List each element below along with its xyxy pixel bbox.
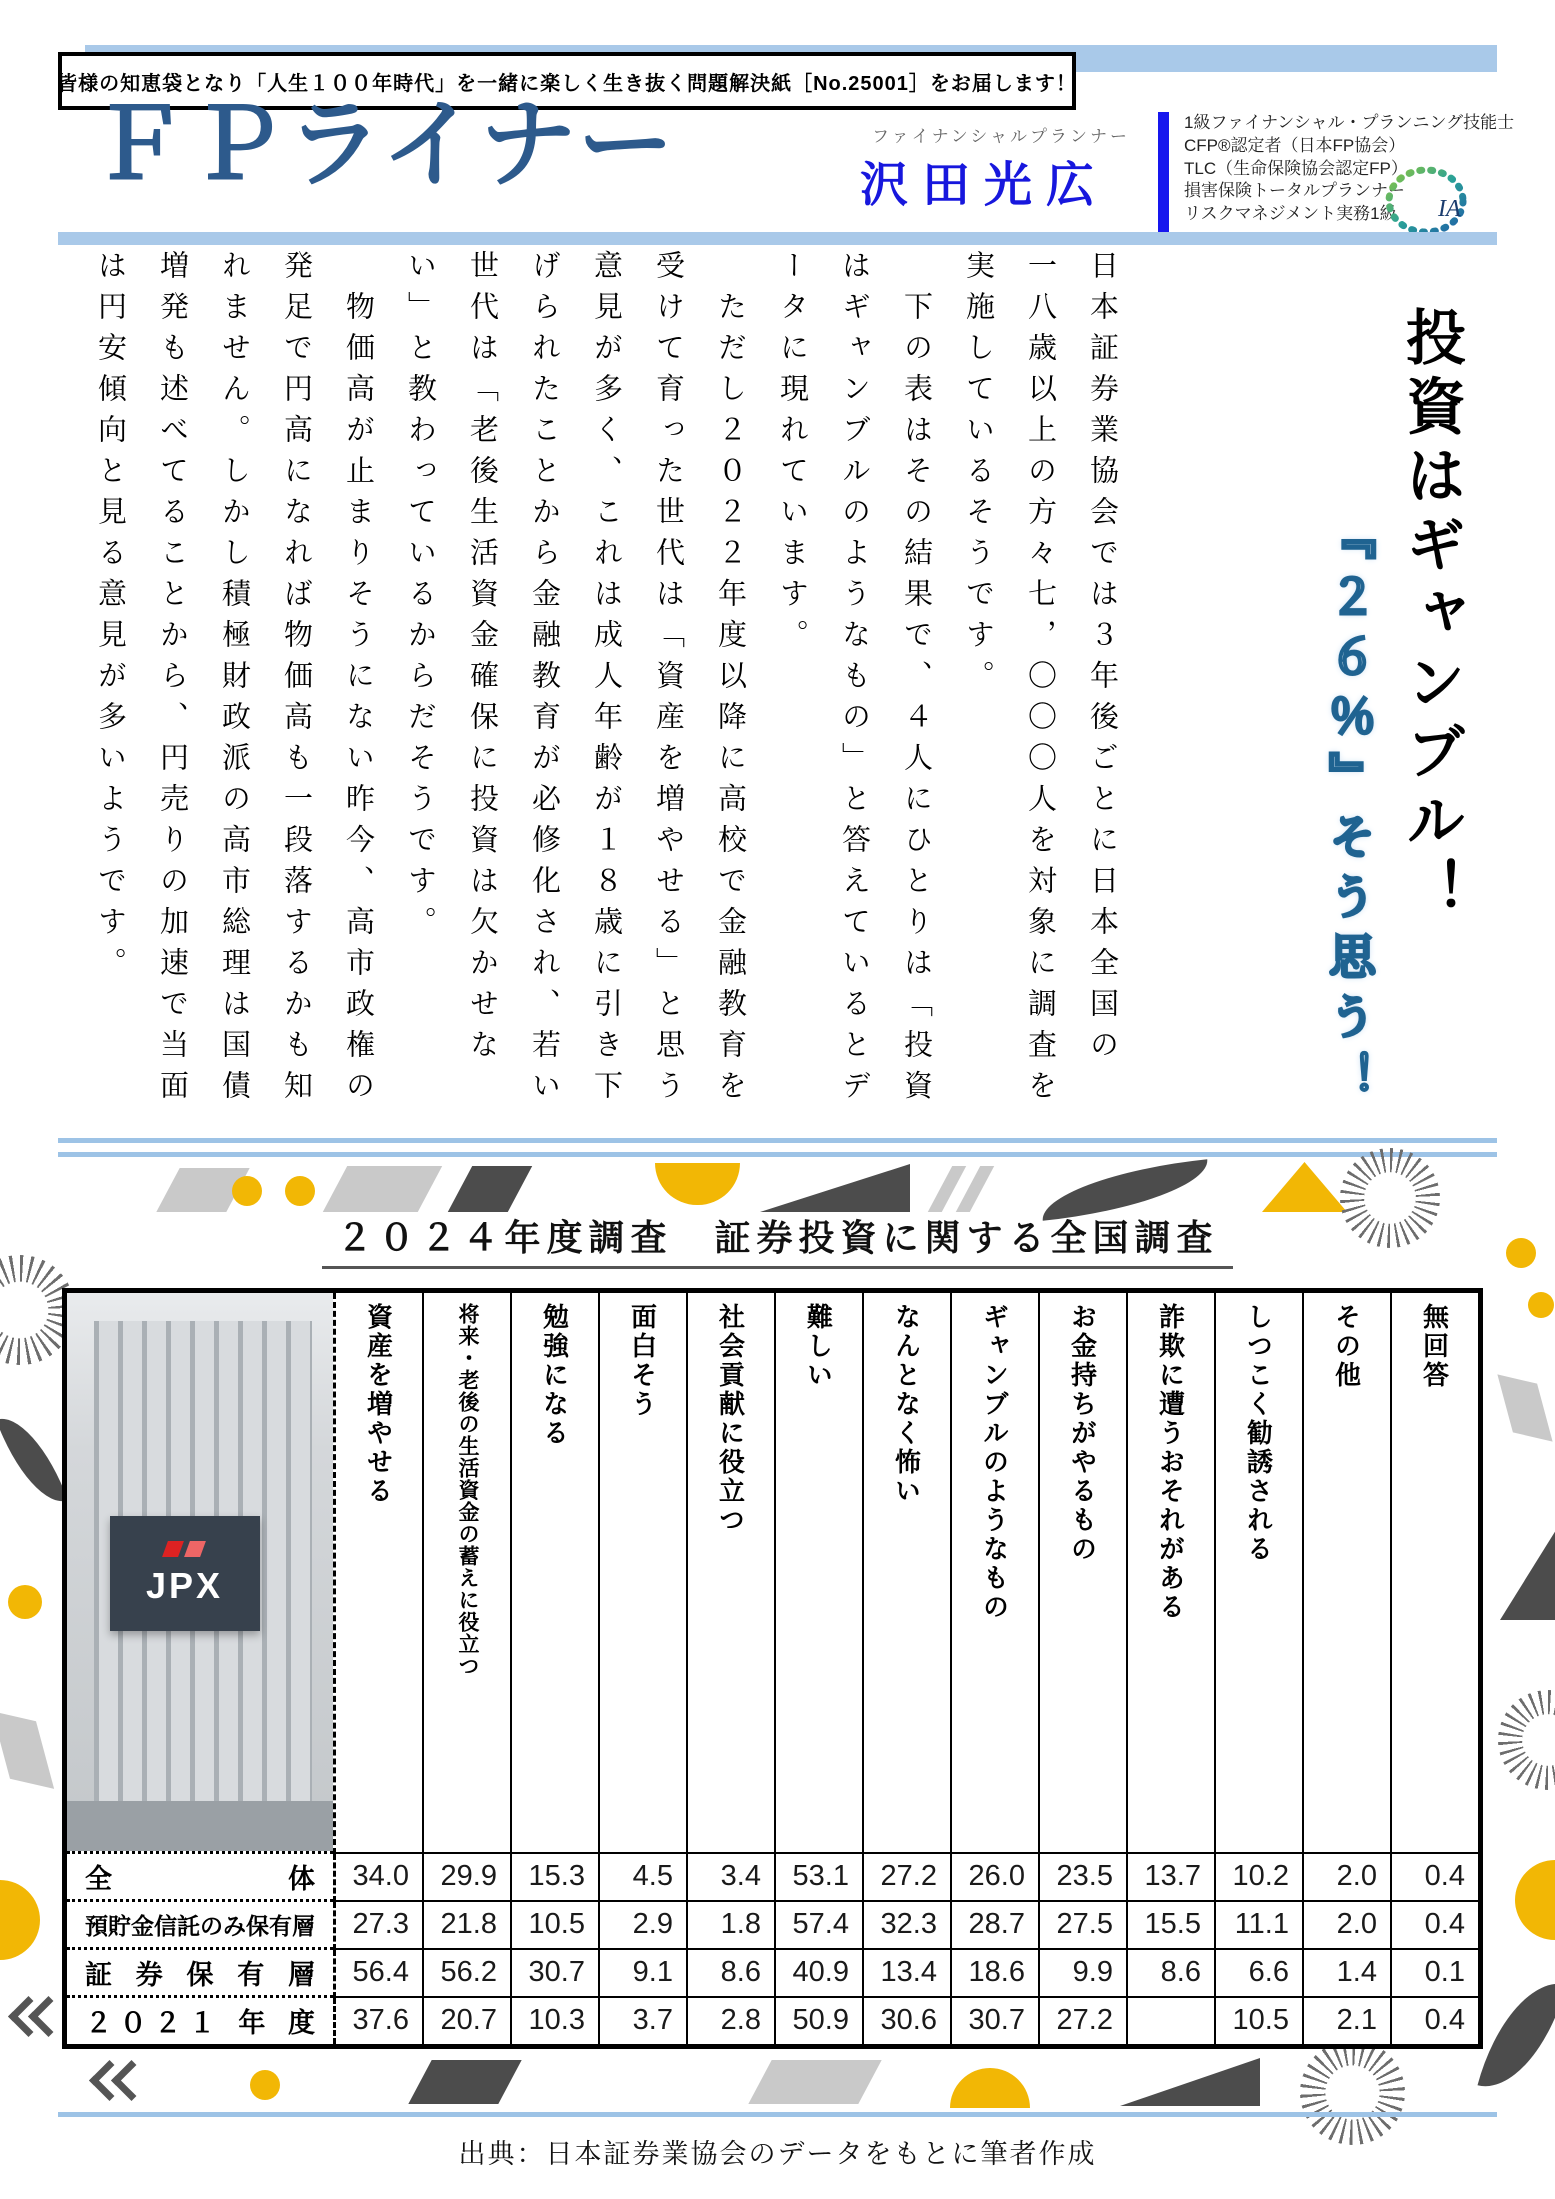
deco-dot	[8, 1585, 42, 1619]
survey-column-header-text: 資産を増やせる	[363, 1303, 394, 1506]
survey-value-cell: 0.1	[1391, 1949, 1481, 1997]
survey-column-header-text: 社会貢献に役立つ	[715, 1303, 746, 1535]
section-divider	[58, 1138, 1497, 1157]
survey-value-cell: 11.1	[1215, 1901, 1303, 1949]
deco-dot	[285, 1176, 315, 1206]
survey-value-cell: 2.1	[1303, 1997, 1391, 2047]
credential-line: リスクマネジメント実務1級	[1184, 204, 1397, 224]
survey-column-header	[1303, 1291, 1391, 1853]
survey-value-cell: 0.4	[1391, 1997, 1481, 2047]
article-column: は円安傾向と見る意見が多いようです。	[94, 250, 126, 988]
survey-column-header	[511, 1291, 599, 1853]
deco-triangle	[1262, 1162, 1347, 1212]
survey-value-cell: 29.9	[423, 1853, 511, 1901]
survey-value-cell: 32.3	[863, 1901, 951, 1949]
deco-bar	[323, 1166, 442, 1212]
survey-value-cell: 13.7	[1127, 1853, 1215, 1901]
survey-value-cell: 50.9	[775, 1997, 863, 2047]
article-column: 発足で円高になれば物価高も一段落するかも知	[280, 250, 312, 1111]
credential-line: 損害保険トータルプランナー	[1184, 181, 1405, 201]
survey-column-header	[1391, 1291, 1481, 1853]
survey-table	[62, 1288, 1483, 2049]
article-headline-main: 投資はギャンブル！	[1398, 306, 1465, 927]
survey-row-label: 証 券 保 有 層	[65, 1949, 335, 1997]
article-column: ただし２０２２年度以降に高校で金融教育を	[714, 250, 746, 1111]
article-column: 物価高が止まりそうにない昨今、高市政権の	[342, 250, 374, 1111]
survey-value-cell: 26.0	[951, 1853, 1039, 1901]
deco-dot	[1528, 1292, 1554, 1318]
survey-value-cell: 37.6	[335, 1997, 424, 2047]
article-column: 増発も述べてることから、円売りの加速で当面	[156, 250, 188, 1111]
survey-column-header	[1127, 1291, 1215, 1853]
article-body	[58, 250, 1133, 1150]
survey-value-cell	[1127, 1997, 1215, 2047]
survey-value-cell: 10.3	[511, 1997, 599, 2047]
author-name: 沢田光広	[860, 159, 1109, 212]
deco-bar	[1497, 1374, 1552, 1441]
survey-value-cell: 0.4	[1391, 1853, 1481, 1901]
survey-value-cell: 2.0	[1303, 1853, 1391, 1901]
article-column: 世代は「老後生活資金確保に投資は欠かせな	[466, 250, 498, 1070]
deco-dot	[250, 2070, 280, 2100]
survey-title: ２０２４年度調査 証券投資に関する全国調査	[322, 1210, 1232, 1269]
survey-column-header	[1215, 1291, 1303, 1853]
survey-column-header-text: ギャンブルのようなもの	[979, 1303, 1010, 1622]
survey-row	[65, 1949, 1481, 1997]
survey-value-cell: 8.6	[1127, 1949, 1215, 1997]
bottom-blue-line	[58, 2112, 1497, 2117]
deco-half-disc	[0, 1880, 40, 1960]
survey-value-cell: 56.4	[335, 1949, 424, 1997]
survey-value-cell: 18.6	[951, 1949, 1039, 1997]
article-column: はギャンブルのようなもの」と答えているとデ	[838, 250, 870, 1111]
survey-row	[65, 1901, 1481, 1949]
survey-column-header	[335, 1291, 424, 1853]
article-column: れません。しかし積極財政派の高市総理は国債	[218, 250, 250, 1111]
survey-column-header	[1039, 1291, 1127, 1853]
jpx-sign-text: JPX	[146, 1564, 224, 1606]
survey-value-cell: 20.7	[423, 1997, 511, 2047]
survey-value-cell: 8.6	[687, 1949, 775, 1997]
survey-row-label: 預貯金信託のみ保有層	[65, 1901, 335, 1949]
deco-half-disc	[950, 2068, 1030, 2108]
survey-value-cell: 9.9	[1039, 1949, 1127, 1997]
survey-value-cell: 27.2	[1039, 1997, 1127, 2047]
survey-value-cell: 3.7	[599, 1997, 687, 2047]
ia-logo-text: IA	[1438, 196, 1461, 222]
survey-value-cell: 0.4	[1391, 1901, 1481, 1949]
credential-line: 1級ファイナンシャル・プランニング技能士	[1184, 113, 1515, 132]
deco-half-disc	[655, 1163, 740, 1205]
article-column: ータに現れています。	[776, 250, 808, 660]
survey-column-header-text: なんとなく怖い	[891, 1303, 922, 1506]
survey-row	[65, 1853, 1481, 1901]
survey-value-cell: 6.6	[1215, 1949, 1303, 1997]
banner-text: 皆様の知恵袋となり「人生１００年時代」を一緒に楽しく生き抜く問題解決紙［No.25001］をお届します！	[57, 72, 1077, 95]
survey-value-cell: 13.4	[863, 1949, 951, 1997]
deco-sunburst	[1498, 1690, 1555, 1790]
survey-value-cell: 1.8	[687, 1901, 775, 1949]
survey-value-cell: 2.9	[599, 1901, 687, 1949]
survey-column-header	[687, 1291, 775, 1853]
survey-value-cell: 30.7	[511, 1949, 599, 1997]
deco-bar	[0, 1711, 54, 1789]
survey-column-header-text: 将来・老後の生活資金の蓄えに役立つ	[456, 1303, 479, 1677]
article-column: 実施しているそうです。	[962, 250, 994, 701]
deco-dot	[232, 1176, 262, 1206]
survey-row-label: 全 体	[65, 1853, 335, 1901]
survey-column-header-text: しつこく勧誘される	[1243, 1303, 1274, 1564]
survey-header-row	[65, 1291, 1481, 1853]
survey-column-header-text: その他	[1331, 1303, 1362, 1390]
article-column: 一八歳以上の方々七，〇〇〇人を対象に調査を	[1024, 250, 1056, 1111]
survey-value-cell: 57.4	[775, 1901, 863, 1949]
article-column: 意見が多く、これは成人年齢が１８歳に引き下	[590, 250, 622, 1111]
deco-chevron	[111, 2060, 152, 2101]
survey-value-cell: 21.8	[423, 1901, 511, 1949]
jpx-building-photo	[67, 1293, 333, 1851]
survey-value-cell: 15.3	[511, 1853, 599, 1901]
header-underline-band	[58, 232, 1497, 245]
survey-column-header-text: 難しい	[803, 1303, 834, 1390]
author-role-label: ファイナンシャルプランナー	[872, 127, 1131, 146]
survey-value-cell: 2.0	[1303, 1901, 1391, 1949]
deco-wedge	[760, 1164, 910, 1212]
survey-column-header	[951, 1291, 1039, 1853]
survey-value-cell: 30.7	[951, 1997, 1039, 2047]
survey-value-cell: 15.5	[1127, 1901, 1215, 1949]
survey-row-label: ２０２１ 年 度	[65, 1997, 335, 2047]
deco-sunburst	[1300, 2040, 1405, 2145]
survey-row	[65, 1997, 1481, 2047]
newsletter-title: ＦＰライナー	[90, 90, 676, 199]
survey-column-header-text: 無回答	[1419, 1303, 1450, 1390]
survey-column-header	[423, 1291, 511, 1853]
survey-photo-cell	[65, 1291, 335, 1853]
article-column: い」と教わっているからだそうです。	[404, 250, 436, 947]
article-column: 日本証券業協会では３年後ごとに日本全国の	[1086, 250, 1118, 1070]
survey-column-header-text: 勉強になる	[539, 1303, 570, 1448]
survey-value-cell: 10.5	[1215, 1997, 1303, 2047]
article-column: げられたことから金融教育が必修化され、若い	[528, 250, 560, 1111]
survey-value-cell: 2.8	[687, 1997, 775, 2047]
survey-value-cell: 27.3	[335, 1901, 424, 1949]
deco-bar	[748, 2060, 881, 2104]
survey-value-cell: 3.4	[687, 1853, 775, 1901]
deco-swoosh	[1477, 1969, 1555, 2100]
survey-column-header-text: 面白そう	[627, 1303, 658, 1419]
credential-line: CFP®認定者（日本FP協会）	[1184, 135, 1406, 155]
source-note: 出典：日本証券業協会のデータをもとに筆者作成	[458, 2139, 1097, 2169]
survey-value-cell: 10.2	[1215, 1853, 1303, 1901]
survey-value-cell: 10.5	[511, 1901, 599, 1949]
deco-half-disc	[1515, 1860, 1555, 1940]
deco-wedge	[1500, 1530, 1555, 1620]
jpx-sign	[110, 1516, 260, 1631]
deco-wedge	[1120, 2058, 1260, 2106]
survey-column-header	[863, 1291, 951, 1853]
survey-column-header-text: 詐欺に遭うおそれがある	[1155, 1303, 1186, 1622]
survey-value-cell: 9.1	[599, 1949, 687, 1997]
credential-line: TLC（生命保険協会認定FP）	[1184, 158, 1408, 178]
survey-value-cell: 40.9	[775, 1949, 863, 1997]
survey-column-header	[599, 1291, 687, 1853]
survey-value-cell: 53.1	[775, 1853, 863, 1901]
survey-column-header-text: お金持ちがやるもの	[1067, 1303, 1098, 1564]
survey-value-cell: 1.4	[1303, 1949, 1391, 1997]
article-column: 下の表はその結果で、４人にひとりは「投資	[900, 250, 932, 1111]
survey-value-cell: 27.2	[863, 1853, 951, 1901]
survey-value-cell: 56.2	[423, 1949, 511, 1997]
deco-bar	[448, 1166, 532, 1212]
survey-value-cell: 23.5	[1039, 1853, 1127, 1901]
jpx-logo-mark-icon	[163, 1541, 207, 1557]
article-headline-sub: 『２６％』そう思う！	[1323, 512, 1376, 1112]
deco-swoosh	[0, 1406, 68, 1514]
deco-bar	[408, 2060, 521, 2104]
survey-value-cell: 30.6	[863, 1997, 951, 2047]
survey-column-header	[775, 1291, 863, 1853]
survey-value-cell: 4.5	[599, 1853, 687, 1901]
survey-value-cell: 28.7	[951, 1901, 1039, 1949]
building-base	[67, 1801, 333, 1851]
author-divider-bar	[1158, 112, 1169, 234]
survey-value-cell: 27.5	[1039, 1901, 1127, 1949]
article-column: 受けて育った世代は「資産を増やせる」と思う	[652, 250, 684, 1111]
survey-value-cell: 34.0	[335, 1853, 424, 1901]
